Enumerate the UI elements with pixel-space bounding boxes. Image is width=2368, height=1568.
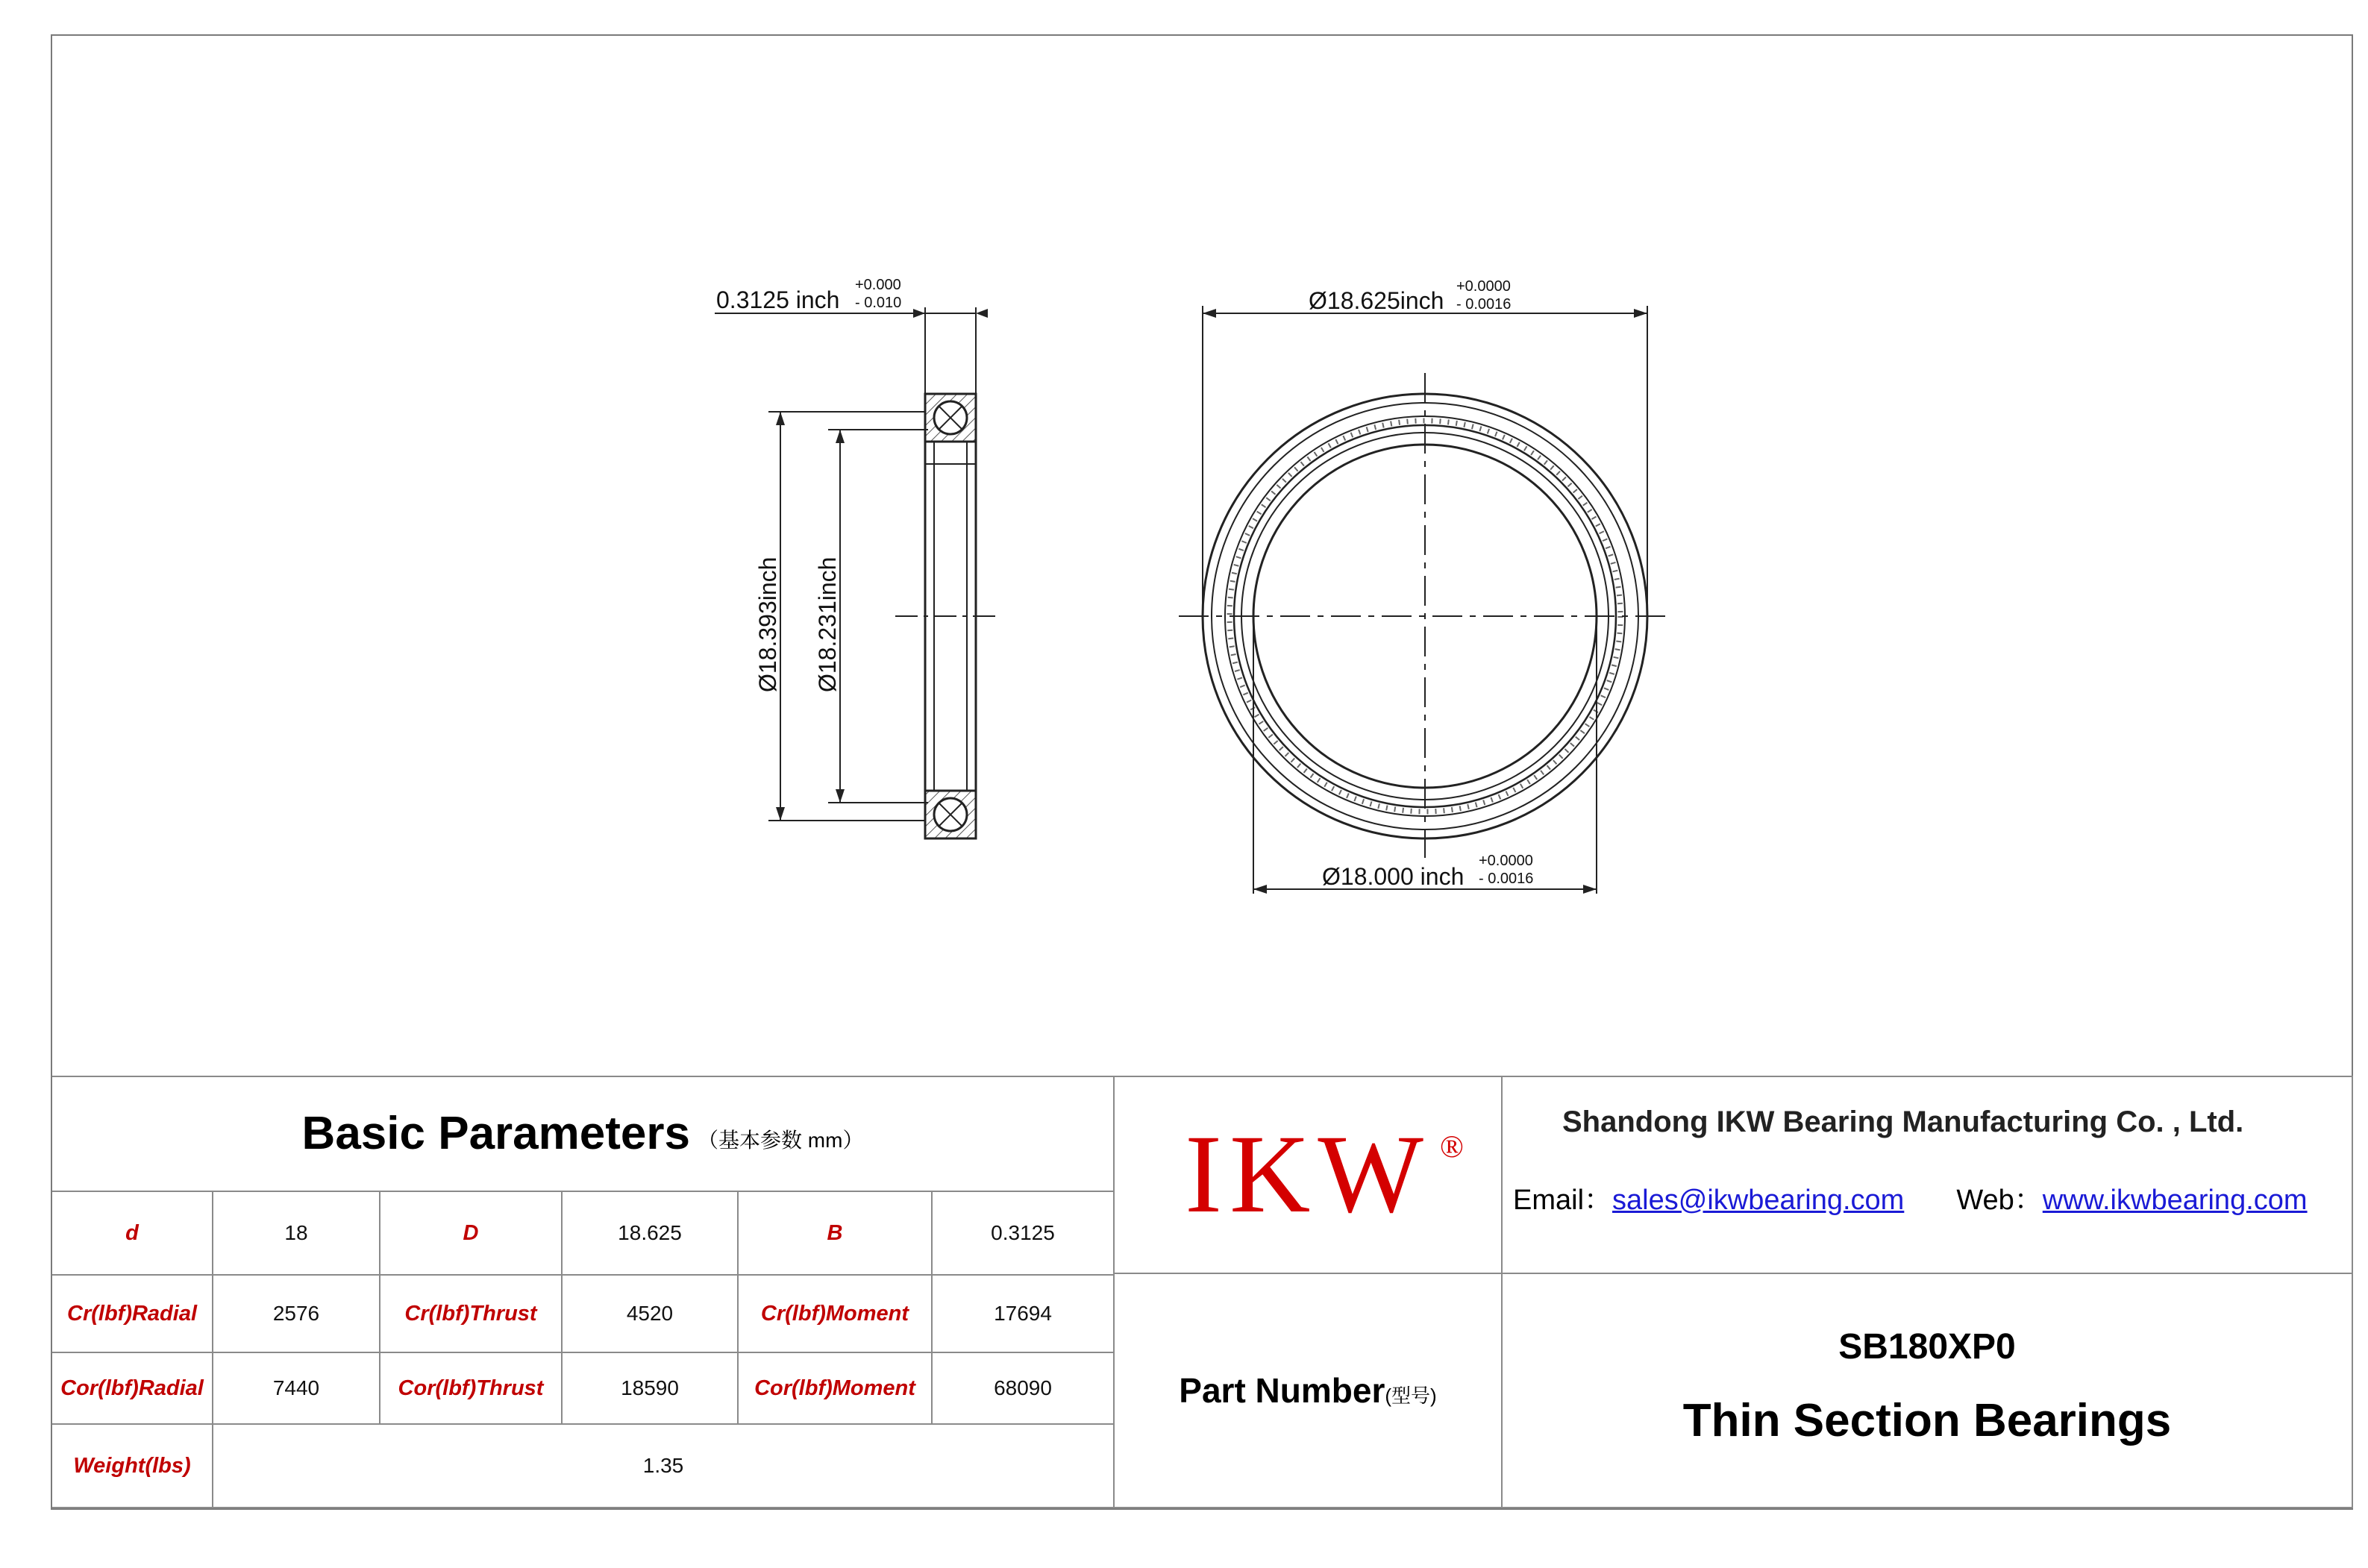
title-block — [52, 1076, 2355, 1510]
param-label-cor-radial: Cor(lbf)Radial — [52, 1353, 213, 1425]
part-number-value: SB180XP0 — [1838, 1327, 2016, 1367]
width-tolerance-upper: +0.000 — [855, 277, 901, 293]
registered-mark: ® — [1440, 1130, 1464, 1164]
outer-diameter-tolerance-lower: - 0.0016 — [1456, 296, 1512, 313]
logo-text: IKW — [1185, 1112, 1431, 1236]
web-link[interactable]: www.ikwbearing.com — [2042, 1185, 2308, 1216]
param-value-cor-moment: 68090 — [933, 1353, 1115, 1425]
param-value-d: 18 — [213, 1192, 380, 1276]
param-label-cor-thrust: Cor(lbf)Thrust — [380, 1353, 563, 1425]
param-label-d: d — [52, 1192, 213, 1276]
param-value-weight: 1.35 — [213, 1425, 1115, 1508]
param-label-cr-radial: Cr(lbf)Radial — [52, 1276, 213, 1353]
parameters-header — [52, 1076, 1115, 1192]
outer-diameter-label: Ø18.625inch — [1309, 287, 1444, 314]
param-value-cr-moment: 17694 — [933, 1276, 1115, 1353]
param-label-cr-moment: Cr(lbf)Moment — [739, 1276, 933, 1353]
param-label-D: D — [380, 1192, 563, 1276]
part-number-label-cell — [1115, 1274, 1503, 1508]
outer-diameter-tolerance-upper: +0.0000 — [1456, 278, 1511, 295]
front-view — [1179, 306, 1671, 894]
outer-race-diameter-label: Ø18.393inch — [754, 556, 781, 692]
web-label: Web： — [1956, 1185, 2043, 1216]
company-cell — [1503, 1076, 2353, 1274]
width-dimension-label: 0.3125 inch — [716, 286, 840, 313]
param-value-D: 18.625 — [563, 1192, 739, 1276]
width-tolerance-lower: - 0.010 — [855, 295, 902, 311]
email-label: Email： — [1513, 1185, 1613, 1216]
inner-diameter-label: Ø18.000 inch — [1322, 863, 1465, 890]
param-label-cr-thrust: Cr(lbf)Thrust — [380, 1276, 563, 1353]
param-label-weight: Weight(lbs) — [52, 1425, 213, 1508]
inner-diameter-tolerance-upper: +0.0000 — [1479, 853, 1533, 869]
part-info-cell — [1503, 1274, 2353, 1508]
part-number-label: Part Number(型号) — [1179, 1371, 1437, 1410]
part-number-label-cn: (型号) — [1385, 1384, 1437, 1407]
param-label-cor-moment: Cor(lbf)Moment — [739, 1353, 933, 1425]
param-value-cr-thrust: 4520 — [563, 1276, 739, 1353]
param-value-cr-radial: 2576 — [213, 1276, 380, 1353]
param-value-cor-radial: 7440 — [213, 1353, 380, 1425]
inner-race-diameter-label: Ø18.231inch — [814, 556, 841, 692]
param-label-B: B — [739, 1192, 933, 1276]
company-name: Shandong IKW Bearing Manufacturing Co. , Ltd. — [1562, 1106, 2244, 1138]
contact-line — [1513, 1176, 2308, 1217]
param-value-cor-thrust: 18590 — [563, 1353, 739, 1425]
parameters-subtitle: （基本参数 mm） — [698, 1129, 864, 1152]
parameters-title: Basic Parameters — [301, 1107, 691, 1159]
inner-diameter-tolerance-lower: - 0.0016 — [1479, 871, 1534, 887]
logo-cell — [1115, 1076, 1503, 1274]
email-link[interactable]: sales@ikwbearing.com — [1612, 1185, 1905, 1216]
ikw-logo — [1185, 1110, 1464, 1238]
param-value-B: 0.3125 — [933, 1192, 1115, 1276]
part-type: Thin Section Bearings — [1682, 1395, 2172, 1446]
